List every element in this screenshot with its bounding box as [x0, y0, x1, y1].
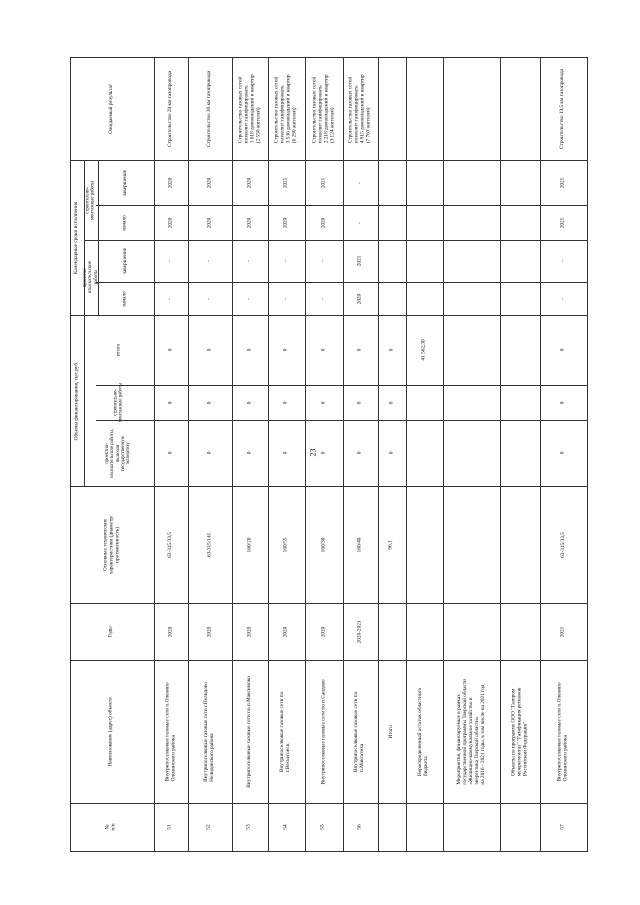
row-3-total-text: 0	[246, 348, 253, 352]
row-5-pir-start-text: -	[320, 297, 327, 300]
row-9-smr-start	[443, 205, 500, 240]
row-11-pir-start	[540, 282, 587, 315]
header-num	[70, 803, 154, 851]
row-3-num	[232, 803, 268, 851]
row-5-smr-end	[305, 160, 343, 205]
row-1-total	[154, 315, 188, 385]
row-7-pir-start	[378, 282, 406, 315]
row-3-num-text: 53	[246, 824, 253, 830]
row-5-pir-end-text: -	[320, 260, 327, 262]
header-name-text: Наименование (адрес) объекта	[108, 696, 115, 767]
row-5-total-text: 0	[320, 348, 327, 352]
row-3-result-text: Строительство газовых сетей позволит газифицировать 1 618 домовладений и квартир (2 550 жителей)	[237, 74, 261, 143]
row-3-pir-start-text: -	[246, 297, 253, 300]
row-3-pir-end	[232, 240, 268, 282]
row-7-pir-text: 0	[388, 451, 395, 455]
row-3-pir-text: 0	[246, 451, 253, 455]
row-1-pir	[154, 420, 188, 486]
row-7-smr-start	[378, 205, 406, 240]
row-7-spec-text: 96,1	[388, 539, 395, 550]
row-5-spec	[305, 486, 343, 603]
row-1-years-text: 2020	[167, 626, 174, 637]
row-11-spec-text: 63-315/33,5	[559, 531, 566, 558]
row-4-pir-start	[268, 282, 305, 315]
header-pir-end-text: завершение	[122, 247, 129, 275]
row-2-result	[188, 57, 232, 160]
row-11-name	[540, 660, 587, 803]
header-schedule-text: Календарные сроки исполнения	[73, 201, 80, 274]
row-7-total	[378, 315, 406, 385]
row-9-smr-end	[443, 160, 500, 205]
row-4-pir-text: 0	[282, 451, 289, 455]
row-1-smr-end-text: 2020	[167, 177, 174, 188]
row-3-total	[232, 315, 268, 385]
row-4-smr-end-text: 2021	[282, 177, 289, 188]
header-schedule	[70, 160, 84, 315]
row-2-total-text: 0	[206, 348, 213, 352]
row-1-num	[154, 803, 188, 851]
row-1-smr-end	[154, 160, 188, 205]
row-11-total-text: 0	[559, 348, 566, 352]
row-5-pir-start	[305, 282, 343, 315]
row-8-smr-start	[406, 205, 443, 240]
row-1-pir-start	[154, 282, 188, 315]
row-1-spec-text: 63-315/33,5	[167, 531, 174, 558]
row-10-smr-start	[500, 205, 540, 240]
row-10-pir-end	[500, 240, 540, 282]
row-1-total-text: 0	[167, 348, 174, 352]
header-name	[70, 660, 154, 803]
row-6-spec	[343, 486, 378, 603]
row-8-years	[406, 603, 443, 660]
header-sch-pir-text: проектно- изыскательские работы	[82, 261, 99, 294]
row-2-result-text: Строительство 30 км газопровода	[206, 70, 213, 147]
row-7-pir	[378, 420, 406, 486]
header-specs-text: Основные технические характеристики (диаметр/ протяженность)	[102, 515, 120, 574]
row-5-pir-end	[305, 240, 343, 282]
row-11-spec	[540, 486, 587, 603]
row-5-smr-start-text: 2020	[320, 217, 327, 228]
row-1-name-text: Внутрипоселковые газовые сети п.Оленино Оленинского района	[164, 682, 176, 781]
row-1-num-text: 51	[167, 824, 174, 830]
header-fund-smr	[84, 382, 154, 423]
row-5-total	[305, 315, 343, 385]
row-2-name-text: Внутрипоселковые газовые сети г.Нелидово Нелидовского района	[203, 681, 215, 782]
row-4-years-text: 2020	[282, 626, 289, 637]
row-11-smr-text: 0	[559, 401, 566, 404]
row-1-name	[154, 660, 188, 803]
row-3-years	[232, 603, 268, 660]
row-1-smr-start-text: 2020	[167, 217, 174, 228]
row-5-spec-text: 160/30	[320, 537, 327, 552]
row-11-result	[540, 57, 587, 160]
header-funding-text: Объемы финансирования, тыс.руб.	[73, 361, 80, 440]
row-11-pir-end-text: -	[559, 260, 566, 262]
row-3-pir-start	[232, 282, 268, 315]
row-7-spec	[378, 486, 406, 603]
row-4-smr-start	[268, 205, 305, 240]
header-sch-smr	[84, 160, 98, 240]
row-7-num	[378, 803, 406, 851]
row-4-smr	[268, 385, 305, 420]
row-11-smr-start-text: 2021	[559, 217, 566, 228]
row-6-pir-start	[343, 282, 378, 315]
row-5-pir-text: 0	[320, 451, 327, 455]
row-6-years	[343, 603, 378, 660]
row-8-total-text: 41 562,30	[420, 339, 427, 361]
header-result	[70, 57, 154, 160]
row-5-years-text: 2020	[320, 626, 327, 637]
row-9-num	[443, 803, 500, 851]
row-6-name	[343, 660, 378, 803]
header-smr-end-text: завершение	[122, 169, 129, 196]
row-4-result-text: Строительство газовых сетей позволит газифицировать 3 536 домовладений и квартир (6 290 жителей)	[273, 74, 298, 143]
row-10-pir-start	[500, 282, 540, 315]
row-2-smr-end	[188, 160, 232, 205]
row-8-spec	[406, 486, 443, 603]
row-7-smr	[378, 385, 406, 420]
row-6-total	[343, 315, 378, 385]
row-8-name-text: Нераспределенный остаток областного бюджета	[417, 687, 430, 776]
row-1-pir-end	[154, 240, 188, 282]
row-4-spec	[268, 486, 305, 603]
header-sch-pir	[84, 240, 98, 315]
row-4-pir-end-text: -	[282, 260, 289, 262]
row-2-smr-end-text: 2020	[206, 177, 213, 188]
row-3-spec-text: 160/20	[246, 537, 253, 552]
row-6-num-text: 56	[356, 824, 363, 830]
page-number: 23	[308, 448, 318, 457]
row-11-smr-start	[540, 205, 587, 240]
row-9-pir	[443, 420, 500, 486]
row-8-result	[406, 57, 443, 160]
row-7-years	[378, 603, 406, 660]
header-sch-smr-text: строительно- монтажные работы	[85, 180, 96, 220]
row-2-pir-text: 0	[206, 451, 213, 455]
row-4-smr-end	[268, 160, 305, 205]
row-1-pir-end-text: -	[167, 260, 174, 262]
row-3-smr-start	[232, 205, 268, 240]
row-9-total	[443, 315, 500, 385]
row-5-smr-end-text: 2021	[320, 177, 327, 188]
row-11-smr	[540, 385, 587, 420]
row-9-pir-start	[443, 282, 500, 315]
row-6-num	[343, 803, 378, 851]
row-8-total	[406, 315, 443, 385]
row-6-smr-end-text: -	[356, 181, 363, 184]
row-10-spec	[500, 486, 540, 603]
row-5-smr-start	[305, 205, 343, 240]
header-smr-start-text: начало	[122, 214, 129, 231]
row-9-smr	[443, 385, 500, 420]
row-11-result-text: Строительство 13,5 км газопровода	[559, 68, 566, 149]
row-8-pir-start	[406, 282, 443, 315]
row-10-num	[500, 803, 540, 851]
row-3-spec	[232, 486, 268, 603]
row-5-years	[305, 603, 343, 660]
row-6-years-text: 2020-2021	[356, 620, 363, 643]
row-2-smr-text: 0	[206, 401, 213, 404]
row-3-smr	[232, 385, 268, 420]
header-fund-pir	[84, 420, 154, 486]
row-6-smr-start	[343, 205, 378, 240]
row-8-pir-end	[406, 240, 443, 282]
row-10-result	[500, 57, 540, 160]
row-1-smr-text: 0	[167, 401, 174, 404]
row-10-pir	[500, 420, 540, 486]
row-1-years	[154, 603, 188, 660]
row-1-result	[154, 57, 188, 160]
row-4-years	[268, 603, 305, 660]
header-result-text: Ожидаемый результат	[108, 83, 115, 134]
row-2-smr-start	[188, 205, 232, 240]
row-2-spec-text: 63-315/141	[206, 532, 213, 557]
row-3-result	[232, 57, 268, 160]
row-11-num	[540, 803, 587, 851]
row-4-pir-start-text: -	[282, 297, 289, 300]
row-10-smr	[500, 385, 540, 420]
row-3-years-text: 2020	[246, 626, 253, 637]
row-6-smr-start-text: -	[356, 221, 363, 224]
row-7-result	[378, 57, 406, 160]
row-7-total-text: 0	[388, 348, 395, 352]
row-2-smr	[188, 385, 232, 420]
row-8-smr-end	[406, 160, 443, 205]
row-4-pir	[268, 420, 305, 486]
row-3-smr-end	[232, 160, 268, 205]
row-7-name	[378, 660, 406, 803]
row-1-result-text: Строительство 20 км газопровода	[167, 70, 174, 147]
row-9-name-text: Мероприятия, финансируемые в рамках государственной программы Тверской области «Жилищно-коммунальное хозяйство и энергетика Тверской области» на 2016 - 2021 годы, в том числе на 2021 год	[455, 678, 486, 785]
header-funding	[70, 315, 84, 486]
header-pir-end	[98, 240, 154, 282]
row-2-years-text: 2020	[206, 626, 213, 637]
row-2-years	[188, 603, 232, 660]
row-6-result	[343, 57, 378, 160]
row-5-num	[305, 803, 343, 851]
row-3-smr-start-text: 2020	[246, 217, 253, 228]
table-rule	[587, 57, 588, 851]
row-10-smr-end	[500, 160, 540, 205]
row-11-pir-start-text: -	[559, 297, 566, 300]
row-11-years	[540, 603, 587, 660]
row-2-pir-start	[188, 282, 232, 315]
header-specs	[70, 486, 154, 603]
table-rule	[70, 851, 587, 852]
row-5-smr-text: 0	[320, 401, 327, 404]
row-6-smr-text: 0	[356, 401, 363, 404]
row-11-num-text: 57	[559, 824, 566, 830]
row-11-total	[540, 315, 587, 385]
row-9-spec	[443, 486, 500, 603]
row-5-smr	[305, 385, 343, 420]
row-2-smr-start-text: 2020	[206, 217, 213, 228]
row-4-num-text: 54	[282, 824, 289, 830]
row-10-years	[500, 603, 540, 660]
row-4-smr-text: 0	[282, 401, 289, 404]
row-10-total	[500, 315, 540, 385]
header-fund-total	[84, 315, 154, 385]
row-1-smr-start	[154, 205, 188, 240]
row-3-pir-end-text: -	[246, 260, 253, 262]
row-11-pir	[540, 420, 587, 486]
header-fund-total-text: итого	[115, 343, 122, 357]
row-6-smr	[343, 385, 378, 420]
row-11-pir-text: 0	[559, 451, 566, 455]
row-5-pir	[305, 420, 343, 486]
row-11-pir-end	[540, 240, 587, 282]
row-3-smr-end-text: 2020	[246, 177, 253, 188]
row-1-spec	[154, 486, 188, 603]
row-9-result	[443, 57, 500, 160]
row-2-pir-end-text: -	[206, 260, 213, 262]
row-2-spec	[188, 486, 232, 603]
row-2-num	[188, 803, 232, 851]
row-7-pir-end	[378, 240, 406, 282]
header-years	[70, 603, 154, 660]
row-4-smr-start-text: 2020	[282, 217, 289, 228]
row-1-pir-text: 0	[167, 451, 174, 455]
row-7-smr-end	[378, 160, 406, 205]
header-smr-start	[98, 205, 154, 240]
row-3-name-text: Внутрипоселковые газовые сети по п.Максимово	[246, 675, 253, 788]
row-9-years	[443, 603, 500, 660]
row-6-result-text: Строительство газовых сетей позволит газифицировать 4 815 домовладений и квартир (7 767 жителей)	[347, 74, 372, 143]
row-2-name	[188, 660, 232, 803]
row-11-smr-end	[540, 160, 587, 205]
row-7-smr-text: 0	[388, 401, 395, 404]
header-fund-smr-text: строительно- монтажные работы	[113, 382, 124, 423]
row-6-pir-end-text: 2021	[356, 255, 363, 267]
header-pir-start-text: начало	[122, 290, 129, 307]
row-5-result-text: Строительство газовых сетей позволит газифицировать 2 218 домовладений и квартир (3 124 жителей)	[311, 74, 335, 143]
row-6-pir-end	[343, 240, 378, 282]
row-11-smr-end-text: 2021	[559, 177, 566, 188]
row-3-name	[232, 660, 268, 803]
row-6-name-text: Внутрипоселковые газовые сети по п.Максатиха	[353, 691, 366, 772]
row-8-pir	[406, 420, 443, 486]
row-10-name-text: Объекты по программе ООО "Газпром межрегионгаз" "Газификация регионов Российской Федерации"	[510, 687, 528, 776]
row-4-result	[268, 57, 305, 160]
row-5-name	[305, 660, 343, 803]
row-6-total-text: 0	[356, 348, 363, 352]
row-6-pir-text: 0	[356, 451, 363, 455]
row-4-spec-text: 160/55	[282, 537, 289, 552]
row-5-num-text: 55	[320, 824, 327, 830]
row-2-num-text: 52	[206, 824, 213, 830]
row-2-pir-end	[188, 240, 232, 282]
row-4-pir-end	[268, 240, 305, 282]
row-4-num	[268, 803, 305, 851]
row-2-pir	[188, 420, 232, 486]
row-8-name	[406, 660, 443, 803]
row-3-smr-text: 0	[246, 401, 253, 404]
row-2-pir-start-text: -	[206, 297, 213, 300]
row-1-smr	[154, 385, 188, 420]
row-6-pir	[343, 420, 378, 486]
row-8-num	[406, 803, 443, 851]
row-5-name-text: Внутрипоселковые газовые сети по п.Сандово	[320, 679, 327, 784]
row-6-pir-start-text: 2020	[356, 293, 363, 304]
row-4-name	[268, 660, 305, 803]
row-1-pir-start-text: -	[167, 297, 174, 300]
header-years-text: Годы	[108, 625, 115, 638]
row-11-years-text: 2021	[559, 626, 566, 637]
header-pir-start	[98, 282, 154, 315]
header-smr-end	[98, 160, 154, 205]
row-5-result	[305, 57, 343, 160]
row-7-name-text: Итого	[388, 724, 395, 739]
row-6-smr-end	[343, 160, 378, 205]
row-9-name	[443, 660, 500, 803]
row-2-total	[188, 315, 232, 385]
header-fund-pir-text: проектно- изыскательские работы, включая государственную экспертизу	[105, 428, 133, 478]
row-10-name	[500, 660, 540, 803]
row-4-total	[268, 315, 305, 385]
row-8-smr	[406, 385, 443, 420]
row-6-spec-text: 160/40	[356, 537, 363, 552]
row-9-pir-end	[443, 240, 500, 282]
row-4-name-text: Внутрипоселковые газовые сети по г.Весьегонск	[279, 691, 292, 772]
row-3-pir	[232, 420, 268, 486]
row-11-name-text: Внутрипоселковые газовые сети п.Оленино Оленинского района	[556, 682, 569, 781]
header-num-text: № п/п	[105, 823, 117, 831]
row-4-total-text: 0	[282, 348, 289, 352]
